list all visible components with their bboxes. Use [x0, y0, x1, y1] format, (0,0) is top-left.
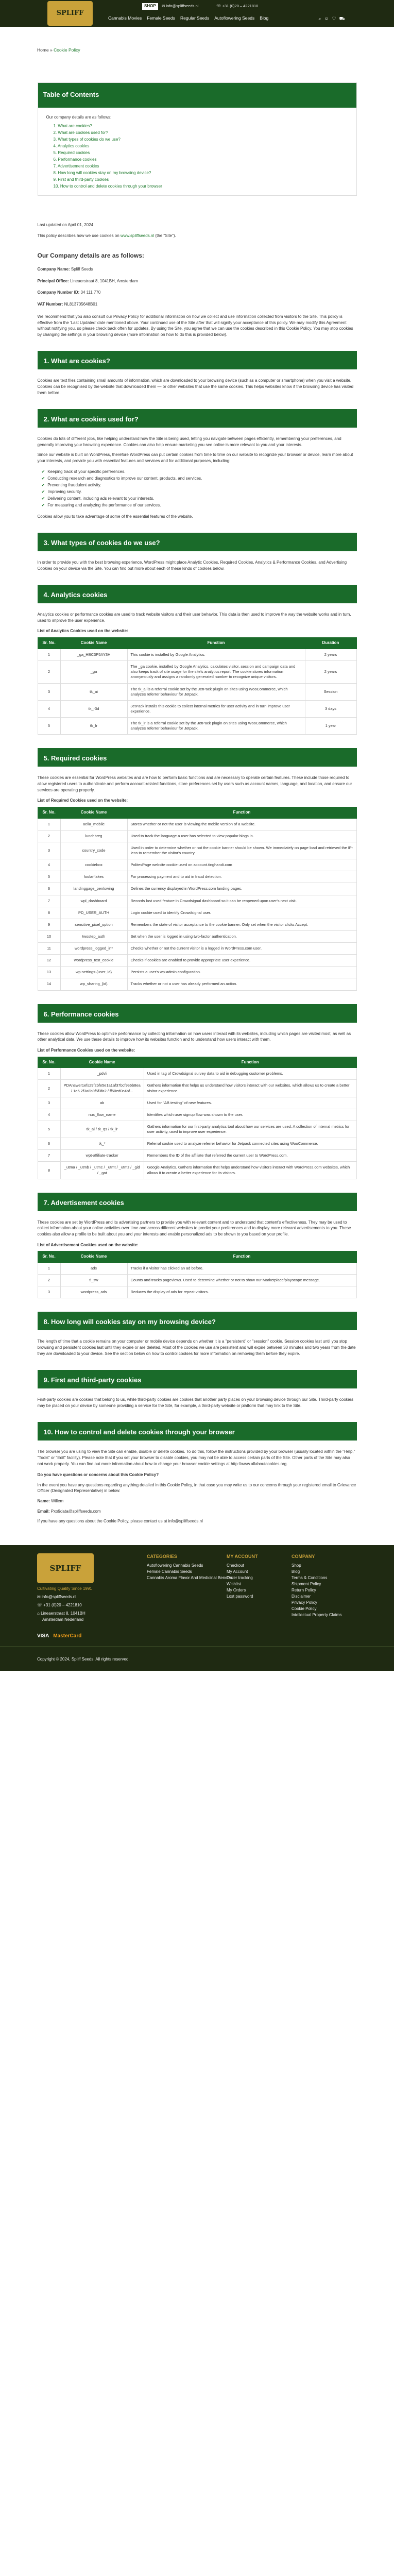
table-cell: cookiebox	[60, 859, 127, 871]
footer-email[interactable]: ✉ info@spliffseeds.nl	[37, 1594, 77, 1599]
table-cell: Login cookie used to identify Crowdsignal user.	[127, 907, 356, 919]
table-row	[38, 661, 356, 683]
table-cell: 4	[38, 859, 60, 871]
table-row	[38, 683, 356, 700]
footer-link[interactable]: Order tracking	[227, 1575, 253, 1580]
table-row	[38, 649, 356, 661]
top-header	[0, 0, 394, 27]
table-cell: 2	[38, 661, 60, 683]
table-cell: 2	[38, 1275, 60, 1286]
table-cell: Stores whether or not the user is viewing the mobile version of a website.	[127, 818, 356, 830]
table-row	[38, 1138, 356, 1150]
table-row	[38, 883, 356, 895]
table-cell: 3	[38, 842, 60, 859]
table-row	[38, 859, 356, 871]
section-heading: 2. What are cookies used for?	[38, 409, 357, 428]
check-icon: ✔	[41, 502, 45, 507]
table-row	[38, 842, 356, 859]
column-header: Duration	[305, 638, 356, 649]
toc-link[interactable]: 10. How to control and delete cookies through your browser	[53, 183, 162, 189]
table-of-contents: Table of Contents Our company details are as follows: 1. What are cookies? 2. What are cookies used for? 3. What types of cookies do we use? 4. Analytics cookies 5. Required cookies 6. Performance cookies 7. Advertisement cookies 8. How long will cookies stay on my browsing device? 9. First and third-party cookies 10. How to control and delete cookies through your browser	[38, 82, 357, 196]
table-cell: 9	[38, 919, 60, 930]
table-cell: tk_lr	[60, 718, 127, 735]
table-cell: Gathers information for our first-party analytics tool about how our services are used. A collection of internal metrics for user activity, used to improve user experience.	[144, 1121, 356, 1138]
table-cell: Persists a user's wp-admin configuration.	[127, 967, 356, 978]
column-header: Sr. No.	[38, 1251, 60, 1263]
site-footer: SPLIFF Cultivating Quality Since 1991 ✉ info@spliffseeds.nl ☏ +31 (0)20 – 4221810 ⌂ Lineaerstraat 8, 1041BH Amsterdam Nederland CATEGORIES Autoflowering Cannabis Seeds Female Cannabis Seeds Cannabis Aroma Flavor And Medicinal Benefits MY ACCOUNT Checkout My Account Order tracking Wishlist My Orders Lost password COMPANY Shop Blog Terms & Conditions Shipment Policy Return Policy Disclaimer Privacy Policy Cookie Policy Intellectual Property Claims VISA MasterCard	[0, 1545, 394, 1646]
table-cell: Records last used feature in Crowdsignal dashboard so it can be reopened upon user's next visit.	[127, 895, 356, 907]
column-header: Cookie Name	[60, 807, 127, 818]
list-item: ✔ For measuring and analyzing the performance of our services.	[41, 502, 161, 507]
table-cell: Checks if cookies are enabled to provide appropriate user experience.	[127, 955, 356, 967]
breadcrumb: Home » Cookie Policy	[37, 47, 80, 53]
table-cell: Referral cookie used to analyze referrer behavior for Jetpack connected sites using WooCommerce.	[144, 1138, 356, 1150]
table-cell: Tracks whether or not a user has already performed an action.	[127, 978, 356, 990]
list-item: ✔ Delivering content, including ads relevant to your interests.	[41, 496, 155, 501]
column-header: Sr. No.	[38, 807, 60, 818]
check-icon: ✔	[41, 489, 45, 494]
header-phone[interactable]: ☏ +31 (0)20 – 4221810	[216, 4, 259, 8]
table-cell: 2	[38, 1080, 60, 1097]
toc-link[interactable]: 6. Performance cookies	[53, 157, 97, 162]
table-cell: sensitive_pixel_option	[60, 919, 127, 930]
company-details: Company Name: Spliff Seeds Principal Office: Lineaerstraat 8, 1041BH, Amsterdam Company Number ID: 34 111 770 VAT Number: NL813705648B01	[37, 266, 138, 307]
table-cell: tl_sw	[60, 1275, 127, 1286]
list-item: ✔ Improving security.	[41, 489, 82, 494]
table-cell: wpl_dashboard	[60, 895, 127, 907]
header-email[interactable]: ✉ info@spliffseeds.nl	[162, 4, 199, 8]
policy-meta: Last updated on April 01, 2024 This policy describes how we use cookies on www.spliffseeds.nl (the "Site").	[38, 223, 357, 239]
table-cell: Session	[305, 683, 356, 700]
table-row	[38, 1109, 356, 1121]
table-cell: tk_r3d	[60, 700, 127, 717]
table-cell: tk_*	[60, 1138, 144, 1150]
nav-item[interactable]: Blog	[260, 15, 269, 21]
section-heading: 4. Analytics cookies	[38, 585, 357, 603]
footer-link[interactable]: Cookie Policy	[292, 1606, 317, 1611]
table-row	[38, 955, 356, 967]
table-row	[38, 700, 356, 717]
table-cell: Used in order to determine whether or not the cookie banner should be shown. We immediately on page load and retrieved the IP-lens to remember the visitor's country.	[127, 842, 356, 859]
table-cell: 13	[38, 967, 60, 978]
footer-link[interactable]: Cannabis Aroma Flavor And Medicinal Benefits	[147, 1575, 233, 1580]
table-cell: country_code	[60, 842, 127, 859]
visa-icon: VISA	[37, 1633, 49, 1639]
table-cell: 10	[38, 930, 60, 942]
advertisement-cookie-table	[38, 1251, 357, 1298]
grievance-email[interactable]: Pxo9data@spliffseeds.com	[50, 1509, 101, 1514]
nav-item[interactable]: Regular Seeds	[180, 15, 210, 21]
table-cell: 1 year	[305, 718, 356, 735]
toc-link[interactable]: 4. Analytics cookies	[53, 143, 90, 148]
user-icon[interactable]: ☺	[324, 16, 329, 21]
table-cell: PDAnswer1efs29f2bfe5e1a1af37bcf9e6b8ea / 1e5 2f3a8b9f5f3fa2 / ff50ed0c4bf...	[60, 1080, 144, 1097]
table-row	[38, 1097, 356, 1109]
table-cell: Tracks if a visitor has clicked an ad before.	[127, 1263, 356, 1275]
table-cell: wordpress_test_cookie	[60, 955, 127, 967]
main-nav	[108, 15, 268, 21]
table-cell: This cookie is installed by Google Analytics.	[127, 649, 305, 661]
table-row	[38, 919, 356, 930]
table-cell: 7	[38, 895, 60, 907]
footer-link[interactable]: Terms & Conditions	[292, 1575, 328, 1580]
table-cell: Google Analytics. Gathers information that helps understand how visitors interact with WordPress.com websites, which allows it to create a better experience for its visitors.	[144, 1162, 356, 1179]
footer-logo[interactable]: SPLIFF	[37, 1553, 94, 1583]
footer-categories: CATEGORIES Autoflowering Cannabis Seeds Female Cannabis Seeds Cannabis Aroma Flavor And Medicinal Benefits	[147, 1553, 233, 1580]
table-cell: Remembers the ID of the affiliate that referred the current user to WordPress.com.	[144, 1150, 356, 1162]
table-cell: 2	[38, 830, 60, 842]
section-heading: 3. What types of cookies do we use?	[38, 533, 357, 551]
required-cookie-table	[38, 807, 357, 991]
column-header: Cookie Name	[60, 1057, 144, 1068]
table-row	[38, 895, 356, 907]
section-heading: 8. How long will cookies stay on my browsing device?	[38, 1312, 357, 1330]
table-cell: 5	[38, 718, 60, 735]
table-cell: 3	[38, 1286, 60, 1298]
search-icon[interactable]: ⌕	[318, 16, 321, 21]
table-row	[38, 1150, 356, 1162]
table-cell: foolarflakes	[60, 871, 127, 883]
table-cell: wp_sharing_{id}	[60, 978, 127, 990]
column-header: Cookie Name	[60, 1251, 127, 1263]
footer-link[interactable]: Autoflowering Cannabis Seeds	[147, 1563, 203, 1568]
table-row	[38, 1068, 356, 1080]
table-row	[38, 907, 356, 919]
table-cell: The tk_ai is a referral cookie set by the JetPack plugin on sites using WooCommerce, which analyzes referrer behaviour for Jetpack.	[127, 683, 305, 700]
column-header: Function	[144, 1057, 356, 1068]
table-cell: 4	[38, 1109, 60, 1121]
table-cell: lunchbreg	[60, 830, 127, 842]
table-cell: Remembers the state of visitor acceptance to the cookie banner. Only set when the visitor clicks Accept.	[127, 919, 356, 930]
table-cell: 5	[38, 1121, 60, 1138]
toc-link[interactable]: 1. What are cookies?	[53, 123, 92, 128]
table-cell: PolitesPage website cookie used on account.tinghandi.com	[127, 859, 356, 871]
table-cell: _ga_HBC3P5AY3H	[60, 649, 127, 661]
section-heading: 1. What are cookies?	[38, 351, 357, 369]
table-row	[38, 1121, 356, 1138]
column-header: Function	[127, 638, 305, 649]
table-row	[38, 1275, 356, 1286]
footer-link[interactable]: Shop	[292, 1563, 301, 1568]
table-cell: Used in tag of Crowdsignal survey data to aid in debugging customer problems.	[144, 1068, 356, 1080]
site-logo[interactable]: SPLIFF	[47, 1, 93, 26]
check-icon: ✔	[41, 496, 45, 501]
toc-title: Table of Contents	[38, 83, 356, 108]
last-updated: Last updated on April 01, 2024	[37, 223, 94, 227]
check-icon: ✔	[41, 469, 45, 474]
table-cell: 2 years	[305, 649, 356, 661]
table-row	[38, 967, 356, 978]
section-heading: 10. How to control and delete cookies through your browser	[38, 1422, 357, 1440]
table-row	[38, 1263, 356, 1275]
section-heading: 9. First and third-party cookies	[38, 1370, 357, 1388]
breadcrumb-current: Cookie Policy	[54, 47, 80, 53]
copyright: Copyright © 2024, Spliff Seeds. All rights reserved.	[0, 1646, 394, 1671]
performance-cookie-table	[38, 1057, 357, 1179]
footer-link[interactable]: My Orders	[227, 1587, 246, 1592]
table-cell: 3	[38, 683, 60, 700]
table-cell: aelia_mobile	[60, 818, 127, 830]
table-cell: 14	[38, 978, 60, 990]
table-cell: 7	[38, 1150, 60, 1162]
table-cell: 6	[38, 883, 60, 895]
nav-item[interactable]: Cannabis Movies	[108, 15, 142, 21]
column-header: Cookie Name	[60, 638, 127, 649]
table-cell: landinggage_pen/swing	[60, 883, 127, 895]
table-cell: _ga	[60, 661, 127, 683]
table-cell: Checks whether or not the current visitor is a logged in WordPress.com user.	[127, 943, 356, 955]
toc-link[interactable]: 9. First and third-party cookies	[53, 177, 109, 182]
column-header: Function	[127, 807, 356, 818]
table-row	[38, 978, 356, 990]
table-cell: 3	[38, 1097, 60, 1109]
shop-link[interactable]: SHOP	[142, 3, 158, 10]
table-cell: tk_ai	[60, 683, 127, 700]
column-header: Sr. No.	[38, 638, 60, 649]
toc-link[interactable]: 2. What are cookies used for?	[53, 130, 108, 135]
table-cell: The _ga cookie, installed by Google Analytics, calculates visitor, session and campaign data and also keeps track of site usage for the site's analytics report. The cookie stores information anonymously and assigns a randomly generated number to recognize unique visitors.	[127, 661, 305, 683]
nav-item[interactable]: Female Seeds	[147, 15, 176, 21]
section-heading: 5. Required cookies	[38, 748, 357, 767]
table-row	[38, 1080, 356, 1097]
site-link[interactable]: www.spliffseeds.nl	[120, 233, 155, 238]
footer-link[interactable]: Wishlist	[227, 1581, 241, 1586]
toc-link[interactable]: 3. What types of cookies do we use?	[53, 137, 121, 142]
table-row	[38, 818, 356, 830]
table-cell: For processing payment and to aid in fraud detection.	[127, 871, 356, 883]
list-item: ✔ Conducting research and diagnostics to improve our content, products, and services.	[41, 476, 202, 481]
nav-item[interactable]: Autoflowering Seeds	[214, 15, 255, 21]
footer-link[interactable]: Lost password	[227, 1594, 253, 1599]
check-icon: ✔	[41, 476, 45, 481]
table-cell: tk_ai / tk_qs / tk_lr	[60, 1121, 144, 1138]
footer-link[interactable]: Checkout	[227, 1563, 244, 1568]
footer-link[interactable]: Intellectual Property Claims	[292, 1612, 342, 1617]
toc-link[interactable]: 5. Required cookies	[53, 150, 90, 155]
table-cell: JetPack installs this cookie to collect internal metrics for user activity and in turn improve user experience.	[127, 700, 305, 717]
footer-link[interactable]: Return Policy	[292, 1587, 316, 1592]
table-row	[38, 930, 356, 942]
table-cell: 1	[38, 1263, 60, 1275]
payment-methods	[37, 1633, 81, 1640]
table-row	[38, 718, 356, 735]
table-cell: wp-settings-{user_id}	[60, 967, 127, 978]
purpose-list	[42, 468, 357, 509]
footer-company: COMPANY Shop Blog Terms & Conditions Shipment Policy Return Policy Disclaimer Privacy Policy Cookie Policy Intellectual Property Claims	[292, 1553, 342, 1617]
footer-address: ⌂ Lineaerstraat 8, 1041BH	[37, 1611, 85, 1616]
table-cell: 1	[38, 1068, 60, 1080]
table-cell: _pdvli	[60, 1068, 144, 1080]
footer-link[interactable]: Disclaimer	[292, 1594, 311, 1599]
list-item: ✔ Preventing fraudulent activity.	[41, 482, 101, 487]
table-cell: _utma / _utmb / _utmc / _utmt / _utmz / _gid / _gat	[60, 1162, 144, 1179]
table-cell: 5	[38, 871, 60, 883]
column-header: Sr. No.	[38, 1057, 60, 1068]
section-heading: 7. Advertisement cookies	[38, 1193, 357, 1211]
table-row	[38, 943, 356, 955]
table-cell: twostep_auth	[60, 930, 127, 942]
table-cell: nux_flow_name	[60, 1109, 144, 1121]
table-cell: PD_USER_AUTH	[60, 907, 127, 919]
table-cell: Reduces the display of ads for repeat visitors.	[127, 1286, 356, 1298]
toc-link[interactable]: 8. How long will cookies stay on my browsing device?	[53, 170, 151, 175]
table-row	[38, 1162, 356, 1179]
table-cell: wpt-affiliate-tracker	[60, 1150, 144, 1162]
table-row	[38, 830, 356, 842]
table-cell: wordpress_ads	[60, 1286, 127, 1298]
table-cell: Identifies which user signup flow was shown to the user.	[144, 1109, 356, 1121]
table-cell: ads	[60, 1263, 127, 1275]
cart-icon[interactable]: ⛟	[339, 16, 345, 21]
footer-link[interactable]: Blog	[292, 1569, 300, 1574]
table-cell: 2 years	[305, 661, 356, 683]
table-cell: 8	[38, 907, 60, 919]
footer-link[interactable]: Female Cannabis Seeds	[147, 1569, 192, 1574]
company-heading: Our Company details are as follows:	[37, 251, 144, 259]
table-cell: 12	[38, 955, 60, 967]
check-icon: ✔	[41, 482, 45, 487]
table-cell: Defines the currency displayed in WordPress.com landing pages.	[127, 883, 356, 895]
recommend-text: We recommend that you also consult our Privacy Policy for additional information on how we collect and use information collected from visitors to the Site. This policy is effective from the ‘Last Updated’ date mentioned above. Your continued use of the Site after that will signify your acceptance of this policy. We may modify this Agreement without notifying you, so please check back often for updates. By using the Site, you agree that we can use the cookies described in this Cookie Policy. You may stop cookies by changing the settings in your browsing device (more information on how to do this is provided below).	[37, 314, 353, 337]
table-cell: 8	[38, 1162, 60, 1179]
table-cell: The tk_lr is a referral cookie set by the JetPack plugin on sites using WooCommerce, which analyzes referrer behaviour for Jetpack.	[127, 718, 305, 735]
footer-link[interactable]: Privacy Policy	[292, 1600, 317, 1605]
table-row	[38, 1286, 356, 1298]
column-header: Function	[127, 1251, 356, 1263]
table-cell: 1	[38, 818, 60, 830]
footer-link[interactable]: Shipment Policy	[292, 1581, 321, 1586]
table-row	[38, 871, 356, 883]
section-heading: 6. Performance cookies	[38, 1004, 357, 1023]
table-cell: 4	[38, 700, 60, 717]
header-icons	[318, 15, 345, 22]
heart-icon[interactable]: ♡	[332, 16, 336, 21]
table-cell: 1	[38, 649, 60, 661]
footer-account: MY ACCOUNT Checkout My Account Order tracking Wishlist My Orders Lost password	[227, 1553, 258, 1599]
table-cell: wordpress_logged_in*	[60, 943, 127, 955]
toc-link[interactable]: 7. Advertisement cookies	[53, 163, 99, 168]
analytics-cookie-table	[38, 637, 357, 735]
footer-link[interactable]: My Account	[227, 1569, 248, 1574]
table-cell: Counts and tracks pageviews. Used to determine whether or not to show our Marketplace/playscape message.	[127, 1275, 356, 1286]
table-cell: Set when the user is logged in using two-factor authentication.	[127, 930, 356, 942]
table-cell: 6	[38, 1138, 60, 1150]
table-cell: 11	[38, 943, 60, 955]
table-cell: 3 days	[305, 700, 356, 717]
footer-phone[interactable]: ☏ +31 (0)20 – 4221810	[37, 1602, 82, 1607]
mastercard-icon: MasterCard	[53, 1633, 82, 1639]
breadcrumb-home[interactable]: Home	[37, 47, 49, 53]
table-cell: Used for "AB testing" of new features.	[144, 1097, 356, 1109]
table-cell: Gathers information that helps us understand how visitors interact with our websites, which allows us to create a better visitor experience.	[144, 1080, 356, 1097]
table-cell: Used to track the language a user has selected to view popular blogs in.	[127, 830, 356, 842]
list-item: ✔ Keeping track of your specific preferences.	[41, 469, 126, 474]
table-cell: ab	[60, 1097, 144, 1109]
